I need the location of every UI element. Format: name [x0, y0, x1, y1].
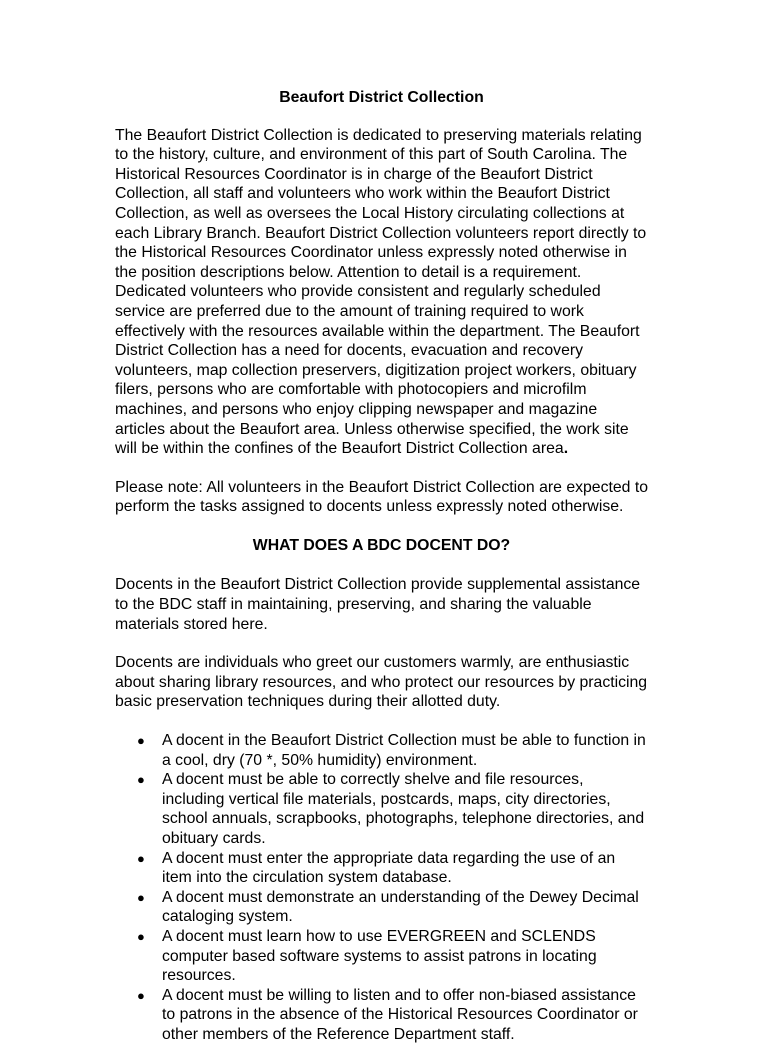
- docent-paragraph-2: Docents are individuals who greet our customers warmly, are enthusiastic about sharing library resources, and who protect our resources by practicing basic preservation techniques during their allotted duty.: [115, 654, 648, 711]
- section-heading: WHAT DOES A BDC DOCENT DO?: [252, 536, 511, 554]
- document-title: Beaufort District Collection: [279, 89, 484, 106]
- bullet-icon: ●: [137, 987, 145, 1003]
- bullet-icon: ●: [137, 889, 145, 905]
- list-item-text: A docent must be able to correctly shelve and file resources, including vertical file materials, postcards, maps, city directories, school annuals, scrapbooks, photographs, telephone directories, and obituary cards.: [162, 771, 645, 847]
- list-item: [115, 731, 648, 770]
- list-item: [115, 770, 648, 848]
- list-item-text: A docent must be willing to listen and to offer non-biased assistance to patrons in the absence of the Historical Resources Coordinator or other members of the Reference Department staff.: [162, 986, 638, 1043]
- bullet-icon: ●: [137, 733, 145, 749]
- intro-text: The Beaufort District Collection is dedicated to preserving materials relating to the history, culture, and environment of this part of South Carolina. The Historical Resources Coordinator is in charge of the Beaufort District Collection, all staff and volunteers who work within the Beaufort District Collection, as well as oversees the Local History circulating collections at each Library Branch. Beaufort District Collection volunteers report directly to the Historical Resources Coordinator unless expressly noted otherwise in the position descriptions below. Attention to detail is a requirement. Dedicated volunteers who provide consistent and regularly scheduled service are preferred due to the amount of training required to work effectively with the resources available within the department. The Beaufort District Collection has a need for docents, evacuation and recovery volunteers, map collection preservers, digitization project workers, obituary filers, persons who are comfortable with photocopiers and microfilm machines, and persons who enjoy clipping newspaper and magazine articles about the Beaufort area. Unless otherwise specified, the work site will be within the confines of the Beaufort District Collection area: [115, 126, 647, 458]
- bullet-icon: ●: [137, 772, 145, 788]
- list-item-text: A docent must learn how to use EVERGREEN and SCLENDS computer based software systems to assist patrons in locating resources.: [162, 927, 597, 985]
- intro-paragraph: [115, 126, 648, 459]
- bullet-icon: ●: [137, 850, 145, 866]
- list-item: [115, 927, 648, 986]
- list-item: [115, 888, 648, 927]
- list-item-text: A docent must demonstrate an understanding of the Dewey Decimal cataloging system.: [162, 888, 639, 926]
- list-item: [115, 849, 648, 888]
- docent-paragraph-1: Docents in the Beaufort District Collection provide supplemental assistance to the BDC staff in maintaining, preserving, and sharing the valuable materials stored here.: [115, 576, 641, 633]
- intro-bold-period: .: [563, 440, 569, 458]
- list-item-text: A docent must enter the appropriate data regarding the use of an item into the circulation system database.: [162, 849, 616, 887]
- list-item: [115, 986, 648, 1045]
- docent-requirements-list: [115, 731, 648, 1045]
- bullet-icon: ●: [137, 928, 145, 944]
- list-item-text: A docent in the Beaufort District Collection must be able to function in a cool, dry (70 *, 50% humidity) environment.: [162, 732, 646, 769]
- note-paragraph: Please note: All volunteers in the Beaufort District Collection are expected to perform the tasks assigned to docents unless expressly noted otherwise.: [115, 478, 648, 516]
